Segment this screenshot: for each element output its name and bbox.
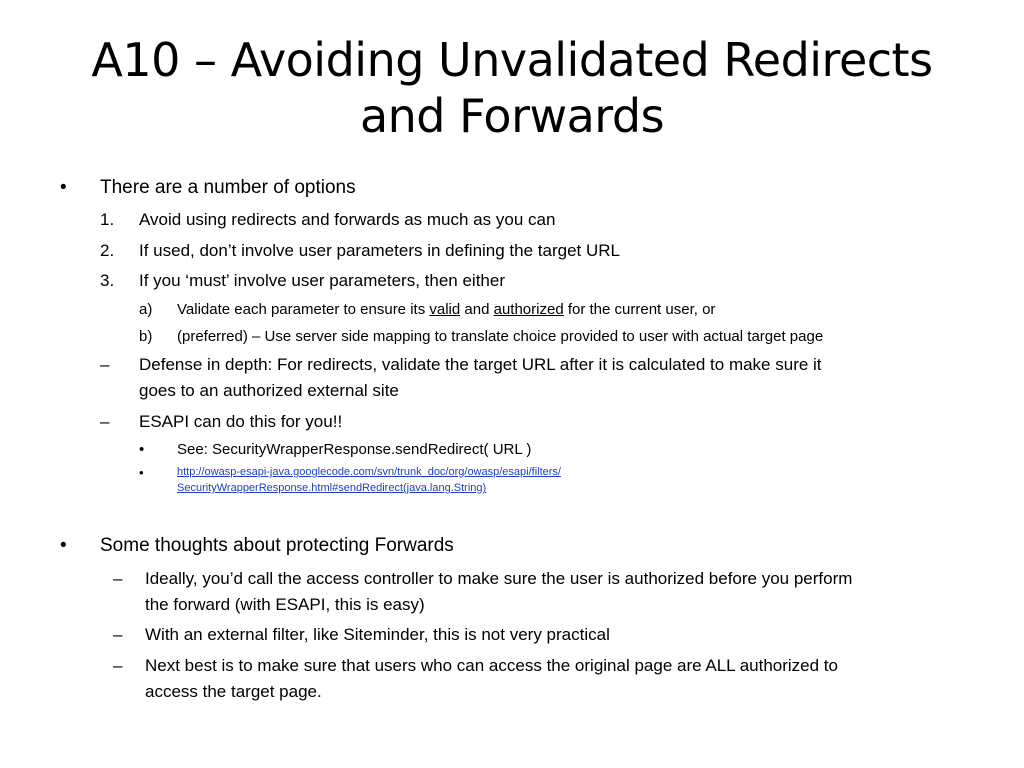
- dash-text-line-1: Ideally, you’d call the access controller to make sure the user is authorized before you perform: [145, 569, 853, 588]
- bullet-text: There are a number of options: [100, 177, 356, 198]
- and-word: and: [460, 301, 494, 318]
- lettered-text: (preferred) – Use server side mapping to translate choice provided to user with actual target page: [177, 328, 824, 345]
- numbered-text: If used, don’t involve user parameters in defining the target URL: [139, 241, 620, 260]
- dash-marker: –: [113, 625, 123, 644]
- bullet-text: Some thoughts about protecting Forwards: [100, 535, 454, 556]
- esapi-doc-link-line-1[interactable]: http://owasp-esapi-java.googlecode.com/svn/trunk_doc/org/owasp/esapi/filters/: [177, 466, 561, 478]
- number-marker: 1.: [100, 210, 115, 229]
- slide-title: [40, 32, 984, 144]
- bullet-marker: •: [60, 535, 67, 556]
- dash-text-line-1: Defense in depth: For redirects, validate the target URL after it is calculated to make sure it: [139, 355, 822, 374]
- dash-marker: –: [113, 656, 123, 675]
- lettered-text: [177, 300, 715, 320]
- letter-marker: b): [139, 328, 153, 345]
- dash-text: ESAPI can do this for you!!: [139, 412, 343, 431]
- dash-text-line-2: the forward (with ESAPI, this is easy): [145, 595, 425, 614]
- dash-marker: –: [100, 355, 110, 374]
- sub-bullet-text: See: SecurityWrapperResponse.sendRedirect( URL ): [177, 441, 532, 458]
- number-marker: 3.: [100, 271, 115, 290]
- dash-text-line-2: goes to an authorized external site: [139, 381, 399, 400]
- dash-text-line-1: Next best is to make sure that users who can access the original page are ALL authorized to: [145, 656, 838, 675]
- bullet-marker: •: [139, 465, 144, 480]
- dash-text-line-2: access the target page.: [145, 682, 322, 701]
- dash-marker: –: [113, 569, 123, 588]
- numbered-text: Avoid using redirects and forwards as much as you can: [139, 210, 556, 229]
- esapi-doc-link-line-2[interactable]: SecurityWrapperResponse.html#sendRedirect(java.lang.String): [177, 482, 487, 494]
- text-after: for the current user, or: [563, 301, 716, 318]
- text-before: Validate each parameter to ensure its: [177, 301, 430, 318]
- authorized-word: authorized: [493, 301, 564, 318]
- slide-title-line-2: and Forwards: [359, 89, 665, 143]
- valid-word: valid: [429, 301, 461, 318]
- bullet-marker: •: [139, 441, 145, 458]
- numbered-text: If you ‘must’ involve user parameters, then either: [139, 271, 505, 290]
- dash-text: With an external filter, like Siteminder, this is not very practical: [145, 625, 610, 644]
- slide-title-line-1: A10 – Avoiding Unvalidated Redirects: [91, 33, 933, 87]
- number-marker: 2.: [100, 241, 115, 260]
- letter-marker: a): [139, 301, 153, 318]
- bullet-marker: •: [60, 177, 67, 198]
- dash-marker: –: [100, 412, 110, 431]
